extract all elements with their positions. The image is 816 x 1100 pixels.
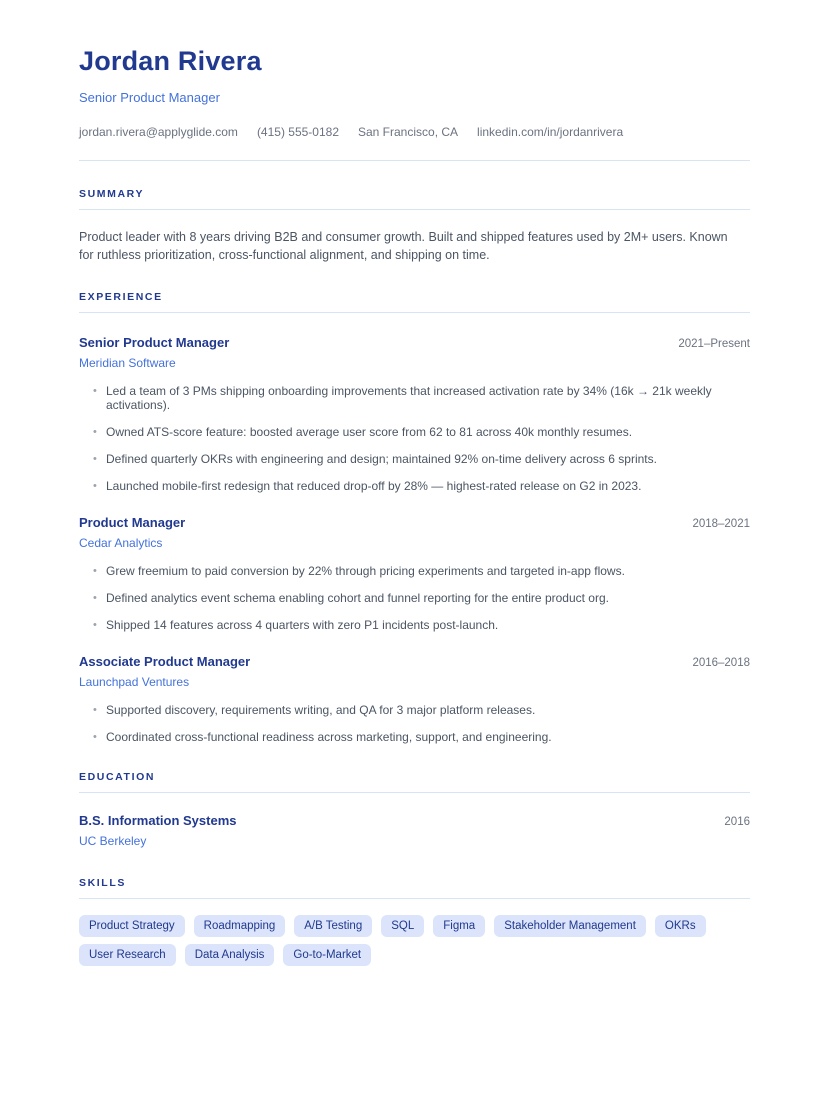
summary-text: Product leader with 8 years driving B2B and consumer growth. Built and shipped features used by 2M+ users. Known for ruthless prioritization, cross-functional alignment, and shipping on time.: [79, 230, 728, 262]
job-bullet: • Defined quarterly OKRs with engineering and design; maintained 92% on-time delivery across 6 sprints.: [79, 452, 750, 466]
skills-divider: [79, 898, 750, 899]
job-dates: 2018–2021: [692, 518, 750, 530]
contact-location: San Francisco, CA: [358, 125, 459, 139]
skill-pill: A/B Testing: [294, 915, 372, 937]
company-link[interactable]: Cedar Analytics: [79, 536, 163, 550]
section-education: [79, 771, 750, 850]
skill-pill: User Research: [79, 944, 176, 966]
job-dates: 2016–2018: [692, 657, 750, 669]
company-link[interactable]: Launchpad Ventures: [79, 675, 190, 689]
experience-heading: EXPERIENCE: [79, 291, 163, 303]
job-bullets: [79, 564, 750, 632]
person-title: Senior Product Manager: [79, 90, 220, 105]
contact-row: [79, 125, 750, 139]
education-entry: [79, 813, 750, 828]
contact-linkedin: linkedin.com/in/jordanrivera: [477, 125, 624, 139]
resume-header: [79, 46, 750, 161]
skill-pill: Stakeholder Management: [494, 915, 646, 937]
job-header: [79, 515, 750, 530]
section-summary: [79, 188, 750, 264]
education-heading: EDUCATION: [79, 771, 156, 783]
section-skills: [79, 877, 750, 966]
contact-email: jordan.rivera@applyglide.com: [79, 125, 238, 139]
job-header: [79, 335, 750, 350]
skill-pill: Data Analysis: [185, 944, 275, 966]
degree-title: B.S. Information Systems: [79, 813, 237, 828]
skill-pill: SQL: [381, 915, 424, 937]
job-title: Senior Product Manager: [79, 335, 230, 350]
job-bullets: [79, 384, 750, 493]
degree-year: 2016: [724, 816, 750, 828]
job-entry: [79, 335, 750, 493]
job-entry: [79, 654, 750, 744]
job-bullet: • Launched mobile-first redesign that reduced drop-off by 28% — highest-rated release on G2 in 2023.: [79, 479, 750, 493]
job-bullet: • Shipped 14 features across 4 quarters with zero P1 incidents post-launch.: [79, 618, 750, 632]
section-experience: [79, 291, 750, 744]
job-bullet: • Owned ATS-score feature: boosted average user score from 62 to 81 across 40k monthly resumes.: [79, 425, 750, 439]
skill-pill: Go-to-Market: [283, 944, 371, 966]
skill-pill: Roadmapping: [194, 915, 286, 937]
skills-heading: SKILLS: [79, 877, 126, 889]
skill-pill: OKRs: [655, 915, 706, 937]
header-divider: [79, 160, 750, 161]
job-title: Product Manager: [79, 515, 186, 530]
job-dates: 2021–Present: [678, 338, 750, 350]
skill-pill: Product Strategy: [79, 915, 185, 937]
contact-phone: (415) 555-0182: [256, 125, 339, 139]
summary-divider: [79, 209, 750, 210]
school-link[interactable]: UC Berkeley: [79, 834, 147, 848]
person-name: Jordan Rivera: [79, 46, 262, 76]
summary-heading: SUMMARY: [79, 188, 145, 200]
job-bullet: • Coordinated cross-functional readiness across marketing, support, and engineering.: [79, 730, 750, 744]
skill-pill: Figma: [433, 915, 485, 937]
job-bullet: • Supported discovery, requirements writing, and QA for 3 major platform releases.: [79, 703, 750, 717]
job-bullet: • Defined analytics event schema enabling cohort and funnel reporting for the entire product org.: [79, 591, 750, 605]
company-link[interactable]: Meridian Software: [79, 356, 176, 370]
job-bullets: [79, 703, 750, 744]
education-divider: [79, 792, 750, 793]
skills-pill-list: [79, 915, 750, 966]
experience-divider: [79, 312, 750, 313]
job-bullet: • Led a team of 3 PMs shipping onboarding improvements that increased activation rate by 34% (16k → 21k weekly activations).: [79, 384, 750, 412]
job-title: Associate Product Manager: [79, 654, 251, 669]
job-entry: [79, 515, 750, 632]
job-header: [79, 654, 750, 669]
job-bullet: • Grew freemium to paid conversion by 22% through pricing experiments and targeted in-app flows.: [79, 564, 750, 578]
